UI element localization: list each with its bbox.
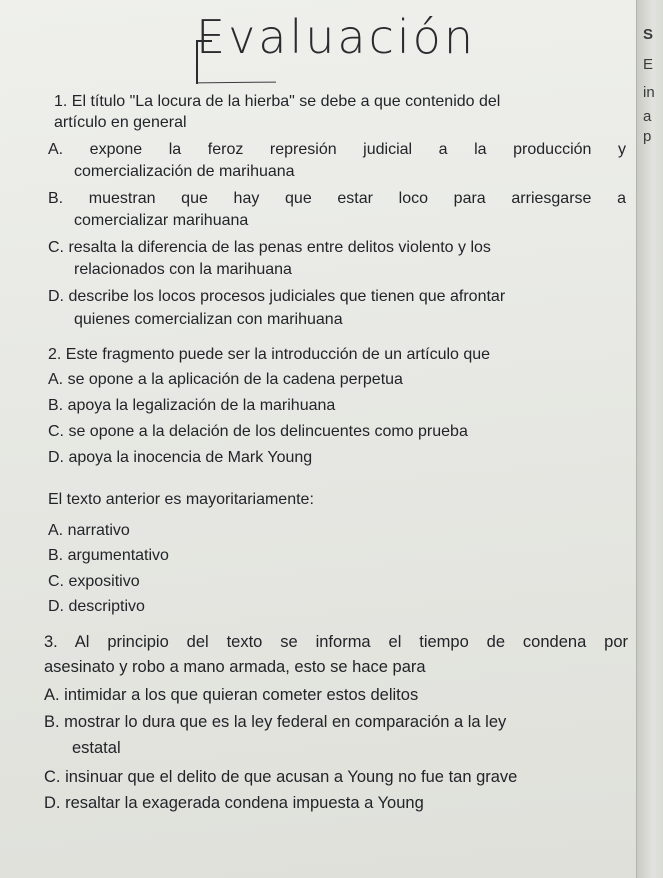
q3-option-c: C. insinuar que el delito de que acusan a Young no fue tan grave — [44, 768, 518, 786]
q1-option-b-line2: comercializar marihuana — [74, 212, 249, 229]
q2-stem: 2. Este fragmento puede ser la introducción de un artículo que — [48, 346, 491, 363]
q1-option-a-line2: comercialización de marihuana — [74, 163, 295, 180]
edge-text-1: S — [643, 26, 654, 43]
q3-option-b-line2: estatal — [72, 739, 121, 757]
q2-option-c: C. se opone a la delación de los delincuentes como prueba — [48, 423, 468, 440]
extra-option-d: D. descriptivo — [48, 598, 145, 615]
q1-option-c-line1: C. resalta la diferencia de las penas entre delitos violento y los — [48, 239, 491, 256]
q1-stem-line2: artículo en general — [54, 114, 187, 131]
edge-text-5: p — [643, 128, 652, 145]
q1-option-d-line1: D. describe los locos procesos judiciales que tienen que afrontar — [48, 288, 506, 305]
extra-option-c: C. expositivo — [48, 573, 140, 590]
q2-option-d: D. apoya la inocencia de Mark Young — [48, 449, 313, 466]
q3-option-a: A. intimidar a los que quieran cometer estos delitos — [44, 686, 419, 704]
edge-text-2: E — [643, 56, 654, 73]
extra-option-b: B. argumentativo — [48, 547, 169, 564]
q1-option-a-line1: A. expone la feroz represión judicial a la producción y — [48, 141, 626, 158]
extra-option-a: A. narrativo — [48, 522, 130, 539]
adjacent-page-edge — [636, 0, 663, 878]
q3-stem-line2: asesinato y robo a mano armada, esto se hace para — [44, 658, 426, 676]
q2-option-b: B. apoya la legalización de la marihuana — [48, 397, 336, 414]
edge-text-4: a — [643, 108, 652, 125]
q1-option-d-line2: quienes comercializan con marihuana — [74, 311, 343, 328]
edge-text-3: in — [643, 84, 655, 101]
q1-stem-line1: 1. El título "La locura de la hierba" se debe a que contenido del — [54, 93, 501, 110]
q3-stem-line1: 3. Al principio del texto se informa el tiempo de condena por — [44, 633, 628, 651]
q3-option-d: D. resaltar la exagerada condena impuesta a Young — [44, 794, 424, 812]
extra-question-stem: El texto anterior es mayoritariamente: — [48, 491, 314, 508]
q1-option-b-line1: B. muestran que hay que estar loco para arriesgarse a — [48, 190, 626, 207]
q1-option-c-line2: relacionados con la marihuana — [74, 261, 292, 278]
q3-option-b-line1: B. mostrar lo dura que es la ley federal en comparación a la ley — [44, 713, 507, 731]
page-title: Evaluación — [196, 10, 476, 64]
q2-option-a: A. se opone a la aplicación de la cadena perpetua — [48, 371, 403, 388]
